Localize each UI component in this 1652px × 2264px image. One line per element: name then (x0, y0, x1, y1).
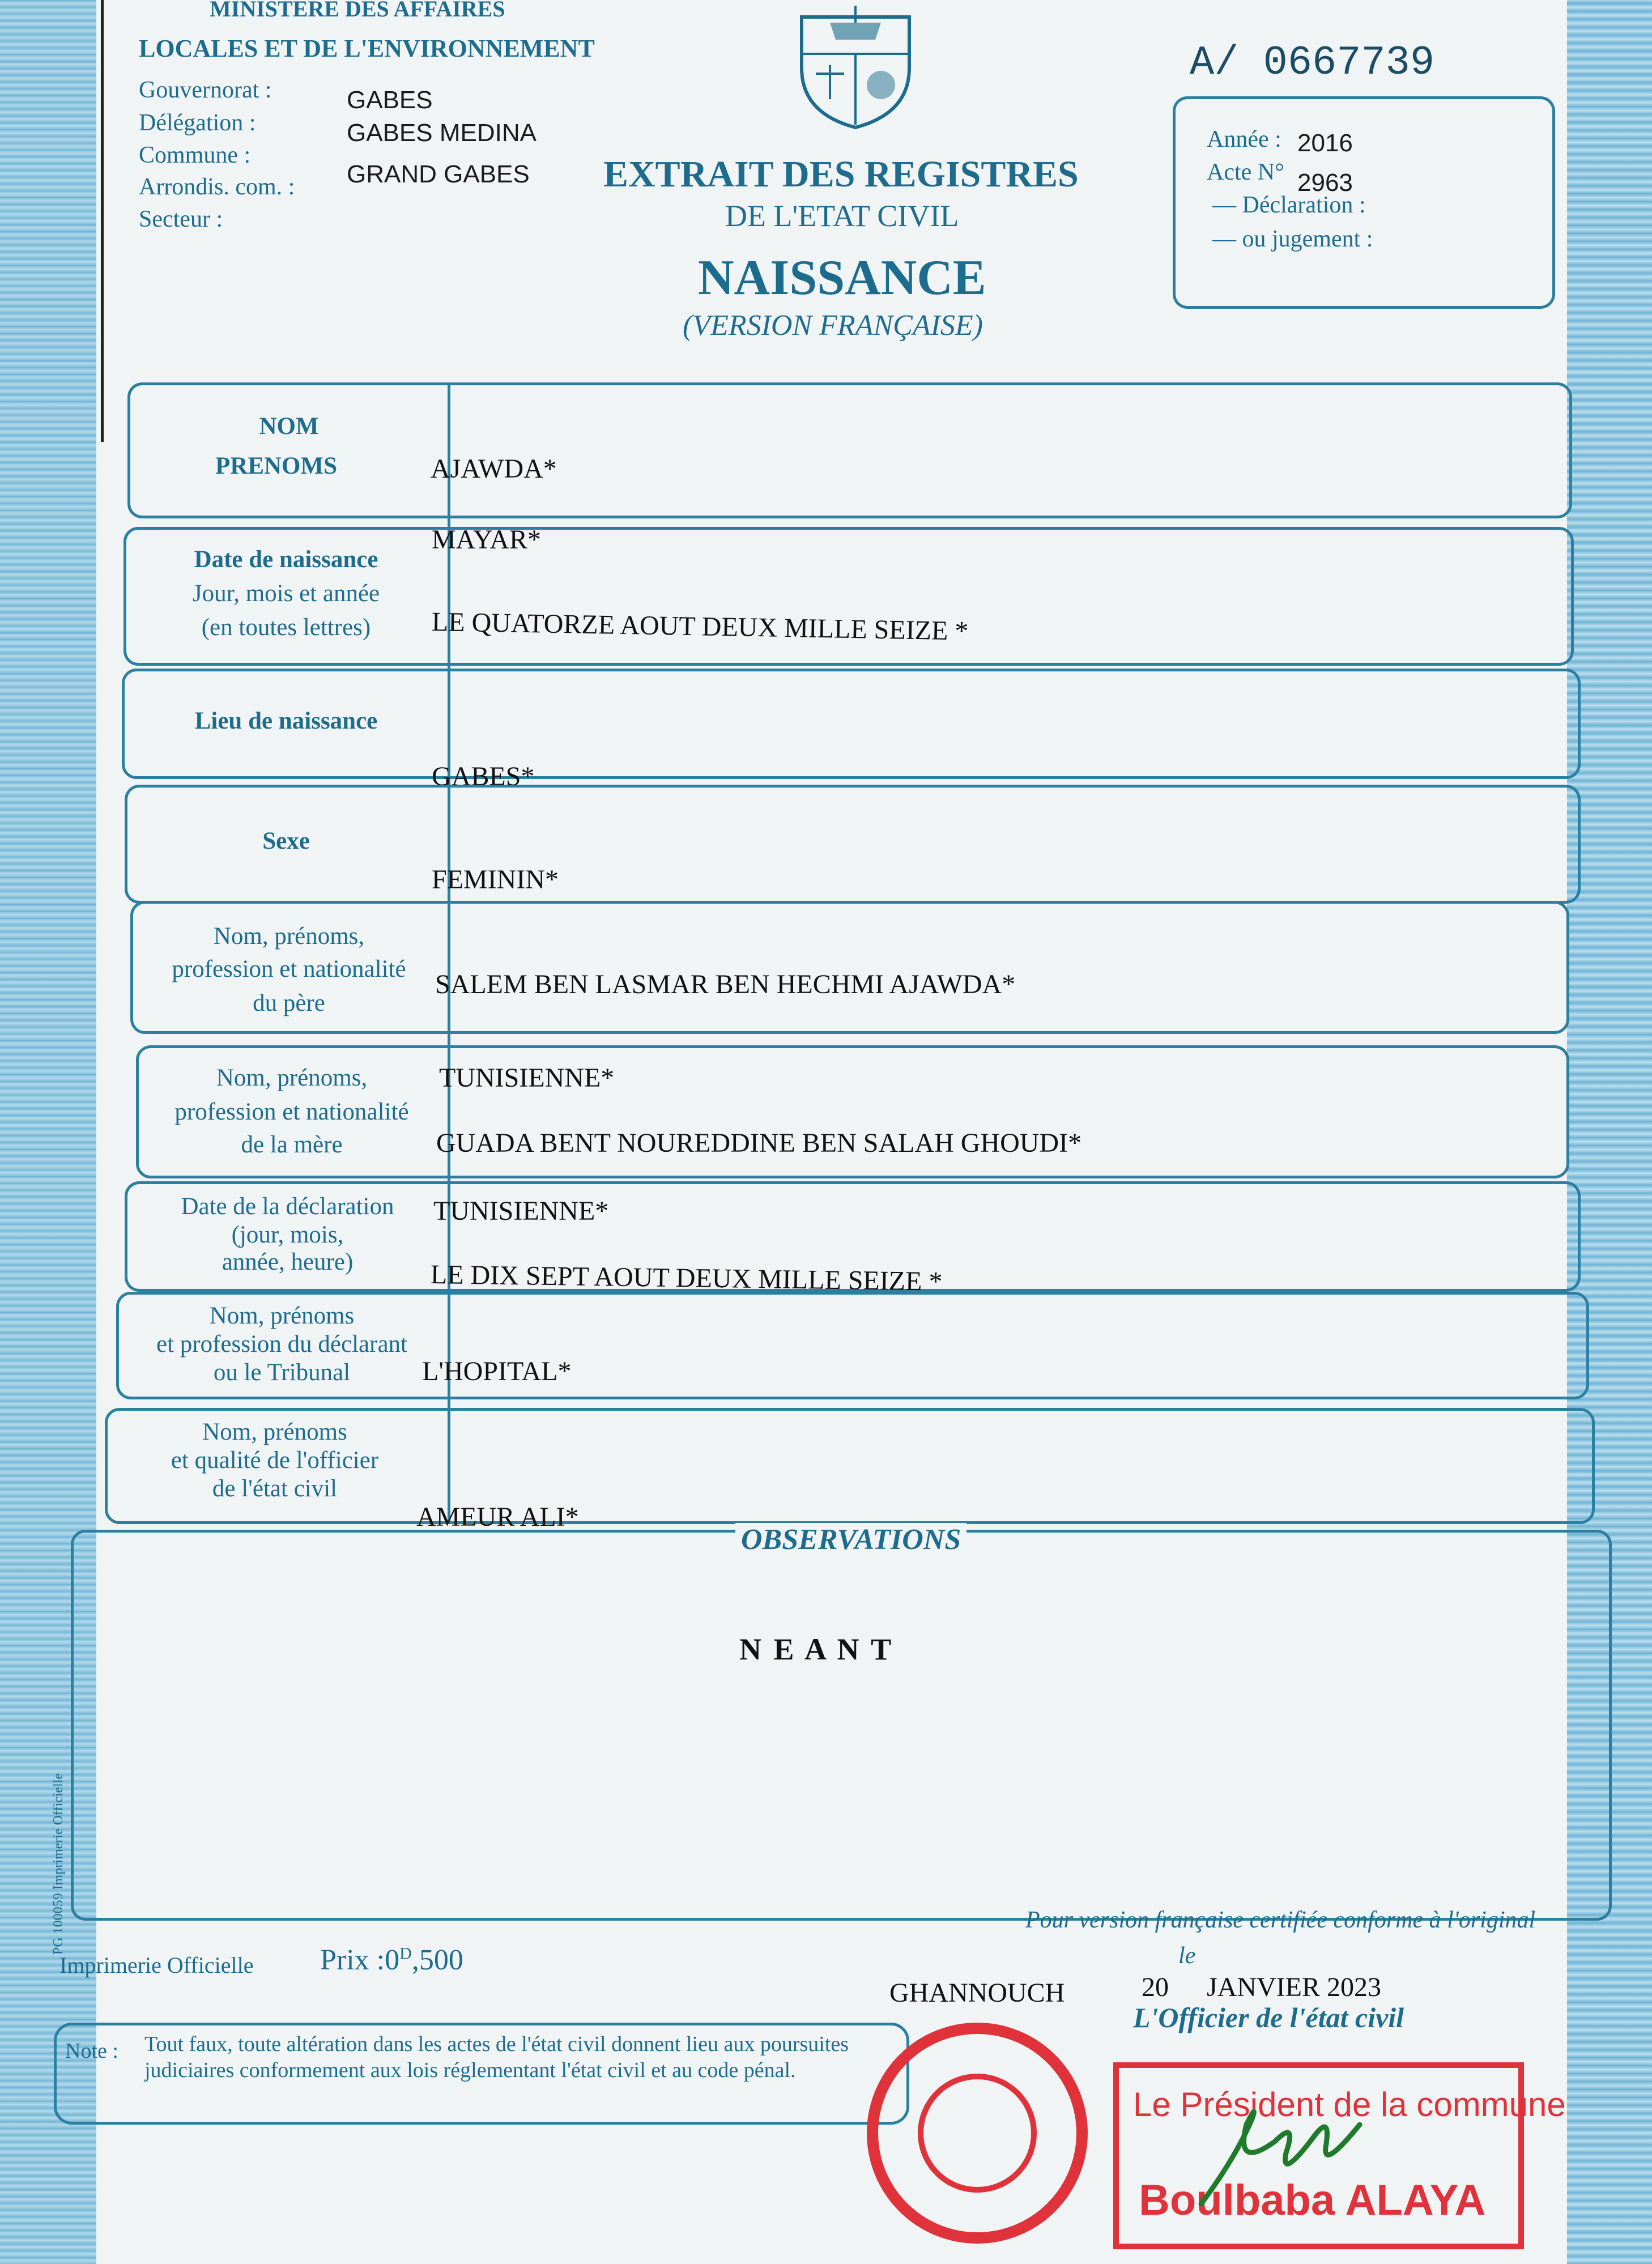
margin-line (101, 0, 104, 442)
delegation-label: Délégation : (139, 110, 256, 136)
date-naissance-value: LE QUATORZE AOUT DEUX MILLE SEIZE * (431, 607, 969, 646)
pere-label2: profession et nationalité (172, 956, 406, 982)
declaration-date-label1: Date de la déclaration (181, 1193, 394, 1220)
mere-nationalite-value: TUNISIENNE* (433, 1196, 609, 1226)
ministry-line2: LOCALES ET DE L'ENVIRONNEMENT (139, 35, 595, 62)
arrondissement-value: GRAND GABES (347, 160, 530, 188)
date-rest: JANVIER 2023 (1207, 1972, 1381, 2002)
sexe-value: FEMININ* (432, 865, 559, 895)
date-day: 20 (1142, 1972, 1169, 2002)
declarant-label1: Nom, prénoms (209, 1303, 355, 1329)
secteur-label: Secteur : (139, 206, 223, 232)
title-line2: DE L'ETAT CIVIL (725, 199, 959, 233)
gouvernorat-value: GABES (347, 86, 433, 114)
prix-label: Prix :0 (320, 1944, 400, 1976)
pere-label1: Nom, prénoms, (213, 923, 365, 950)
acte-label: Acte N° (1207, 159, 1284, 185)
lieu-value: GABES* (432, 761, 535, 791)
title-version: (VERSION FRANÇAISE) (683, 309, 983, 342)
commune-label: Commune : (139, 142, 251, 168)
officier-label1: Nom, prénoms (202, 1419, 347, 1445)
delegation-value: GABES MEDINA (347, 119, 537, 147)
gouvernorat-label: Gouvernorat : (139, 77, 272, 103)
prenoms-value: MAYAR* (432, 525, 541, 555)
mere-label2: profession et nationalité (174, 1099, 409, 1125)
mere-value: GUADA BENT NOUREDDINE BEN SALAH GHOUDI* (436, 1128, 1082, 1158)
imprimerie-text: Imprimerie Officielle (59, 1952, 254, 1978)
officier-label3: de l'état civil (212, 1475, 338, 1502)
declaration-date-value: LE DIX SEPT AOUT DEUX MILLE SEIZE * (430, 1259, 943, 1297)
mere-label1: Nom, prénoms, (216, 1065, 368, 1091)
observations-box (71, 1530, 1612, 1921)
signature-icon (1190, 2074, 1377, 2221)
prix-rest: ,500 (411, 1944, 463, 1976)
lieu-signature: GHANNOUCH (889, 1978, 1065, 2008)
le-text: le (1178, 1943, 1196, 1969)
side-print-text: PG 100059 Imprimerie Officielle (51, 1773, 66, 1955)
arrondissement-label: Arrondis. com. : (139, 174, 295, 200)
nom-label: NOM (259, 413, 319, 440)
declaration-label: — Déclaration : (1212, 192, 1366, 218)
date-naissance-sublabel2: (en toutes lettres) (201, 614, 371, 641)
note-label: Note : (65, 2039, 118, 2063)
jugement-label: — ou jugement : (1212, 226, 1373, 252)
certifiee-text: Pour version française certifiée conforme à l'original (1025, 1907, 1536, 1933)
declarant-label2: et profession du déclarant (156, 1331, 407, 1357)
prix-text (320, 1943, 463, 1977)
tunisia-coat-of-arms-icon (790, 0, 921, 130)
guilloche-border-right (1556, 0, 1652, 2264)
nom-value: AJAWDA* (431, 454, 557, 484)
title-main: NAISSANCE (698, 250, 986, 305)
observations-title: OBSERVATIONS (735, 1523, 966, 1556)
observations-value: N E A N T (739, 1632, 894, 1666)
acte-value: 2963 (1297, 169, 1353, 197)
lieu-label: Lieu de naissance (194, 708, 378, 734)
title-line1: EXTRAIT DES REGISTRES (603, 154, 1079, 195)
ministry-line1: MINISTERE DES AFFAIRES (210, 0, 505, 22)
officier-value: AMEUR ALI* (416, 1502, 579, 1532)
prix-sup: D (399, 1944, 412, 1963)
declaration-date-label2: (jour, mois, (231, 1222, 344, 1248)
prenoms-label: PRENOMS (215, 453, 337, 479)
stamp-inner-ring (918, 2074, 1037, 2193)
officier-title: L'Officier de l'état civil (1133, 2002, 1404, 2033)
president-stamp-name: Boulbaba ALAYA (1139, 2176, 1486, 2224)
date-naissance-sublabel1: Jour, mois et année (192, 580, 380, 607)
note-text: Tout faux, toute altération dans les actes de l'état civil donnent lieu aux poursuites judiciaires conformement aux lois réglementant l'état civil et au code pénal. (144, 2032, 849, 2082)
sexe-label: Sexe (262, 828, 310, 854)
date-naissance-label: Date de naissance (194, 546, 378, 573)
officier-label2: et qualité de l'officier (171, 1447, 379, 1474)
declarant-label3: ou le Tribunal (213, 1359, 351, 1386)
president-stamp-title: Le Président de la commune (1133, 2086, 1566, 2123)
mere-label3: de la mère (241, 1131, 343, 1158)
pere-nationalite-value: TUNISIENNE* (439, 1063, 615, 1093)
declaration-date-label3: année, heure) (222, 1249, 354, 1275)
serial-number: A/ 0667739 (1190, 40, 1435, 86)
pere-value: SALEM BEN LASMAR BEN HECHMI AJAWDA* (435, 969, 1016, 999)
row-nom-box (127, 382, 1572, 518)
declarant-value: L'HOPITAL* (422, 1356, 572, 1386)
annee-label: Année : (1207, 126, 1281, 152)
annee-value: 2016 (1297, 129, 1353, 157)
pere-label3: du père (253, 990, 325, 1016)
